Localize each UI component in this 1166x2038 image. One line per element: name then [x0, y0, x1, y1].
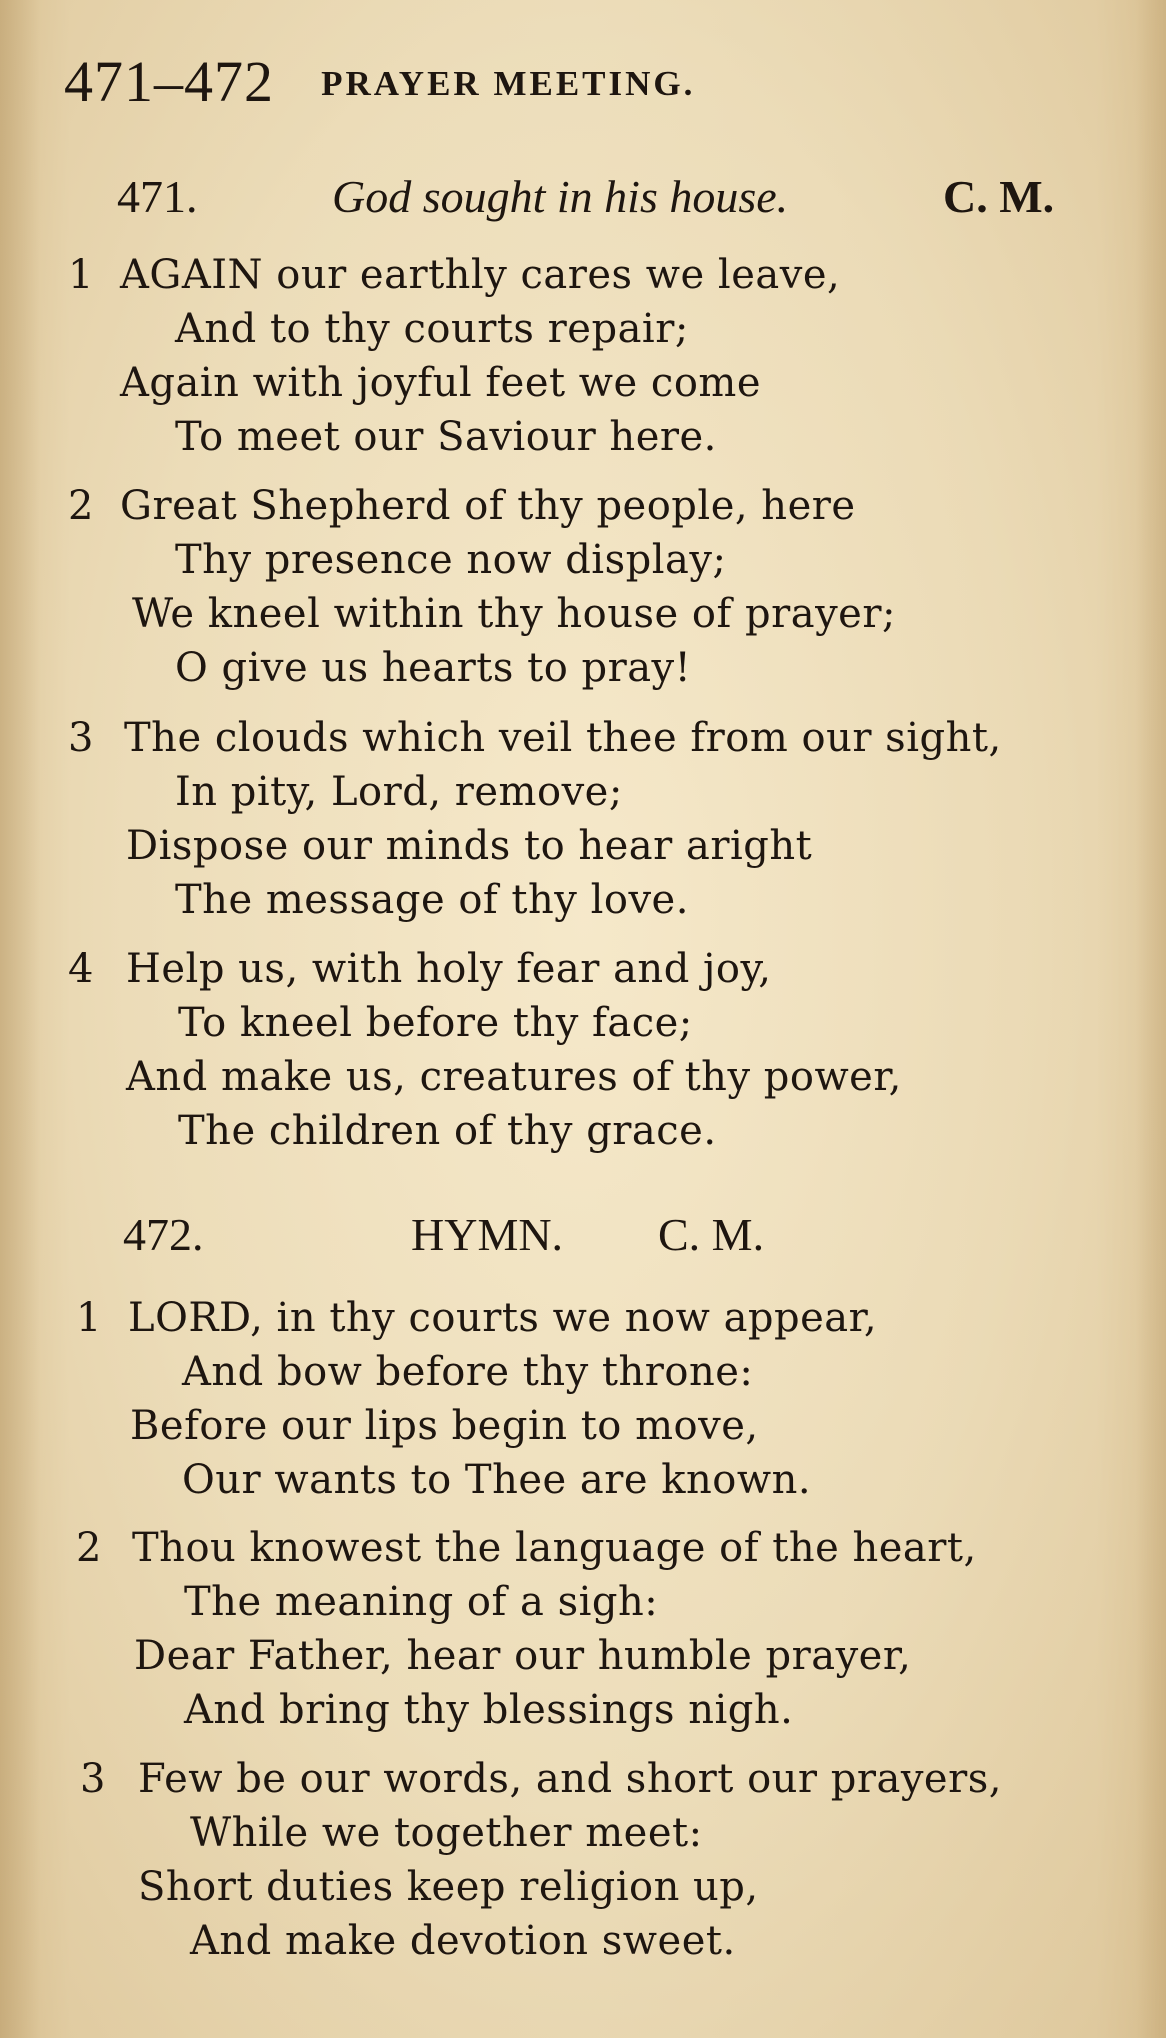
- page-range: 471–472: [64, 49, 274, 114]
- verse-line: We kneel within thy house of prayer;: [132, 591, 896, 637]
- verse-line: To kneel before thy face;: [178, 1000, 693, 1046]
- verse-number: 3: [80, 1756, 106, 1802]
- verse-number: 1: [76, 1295, 102, 1341]
- verse-line: The message of thy love.: [175, 877, 689, 923]
- section-title: PRAYER MEETING.: [321, 64, 696, 103]
- verse-line: The meaning of a sigh:: [184, 1579, 659, 1625]
- verse-line: Thy presence now display;: [175, 537, 727, 583]
- verse-line: AGAIN our earthly cares we leave,: [120, 252, 841, 298]
- verse-line: LORD, in thy courts we now appear,: [128, 1295, 878, 1341]
- verse-line: And bow before thy throne:: [182, 1349, 754, 1395]
- verse-line: Help us, with holy fear and joy,: [126, 946, 772, 992]
- verse-number: 3: [68, 715, 94, 761]
- verse-line: O give us hearts to pray!: [175, 645, 692, 691]
- verse-number: 2: [68, 483, 94, 529]
- verse-line: The children of thy grace.: [178, 1108, 717, 1154]
- verse-line: Few be our words, and short our prayers,: [138, 1756, 1002, 1802]
- verse-line: To meet our Saviour here.: [175, 414, 717, 460]
- hymn-number: 472.: [123, 1209, 204, 1260]
- verse-line: In pity, Lord, remove;: [175, 769, 623, 815]
- verse-line: Again with joyful feet we come: [120, 360, 761, 406]
- verse-line: The clouds which veil thee from our sight,: [124, 715, 1002, 761]
- verse-line: Before our lips begin to move,: [130, 1403, 759, 1449]
- verse-line: Our wants to Thee are known.: [182, 1457, 812, 1503]
- verse-line: Short duties keep religion up,: [138, 1864, 759, 1910]
- verse-line: And to thy courts repair;: [175, 306, 689, 352]
- hymn-number: 471.: [117, 171, 198, 222]
- hymn-subject: HYMN.: [411, 1209, 564, 1260]
- hymn-meter: C. M.: [658, 1209, 765, 1260]
- verse-line: Great Shepherd of thy people, here: [120, 483, 856, 529]
- verse-number: 2: [76, 1525, 102, 1571]
- verse-line: And bring thy blessings nigh.: [184, 1687, 794, 1733]
- verse-number: 4: [68, 946, 94, 992]
- verse-line: Dispose our minds to hear aright: [126, 823, 813, 869]
- verse-line: Dear Father, hear our humble prayer,: [134, 1633, 912, 1679]
- verse-line: While we together meet:: [190, 1810, 703, 1856]
- verse-number: 1: [68, 252, 94, 298]
- verse-line: And make us, creatures of thy power,: [126, 1054, 902, 1100]
- verse-line: Thou knowest the language of the heart,: [132, 1525, 977, 1571]
- hymn-subject: God sought in his house.: [332, 171, 789, 222]
- hymn-meter: C. M.: [943, 171, 1055, 222]
- running-head: [64, 48, 695, 115]
- verse-line: And make devotion sweet.: [190, 1918, 736, 1964]
